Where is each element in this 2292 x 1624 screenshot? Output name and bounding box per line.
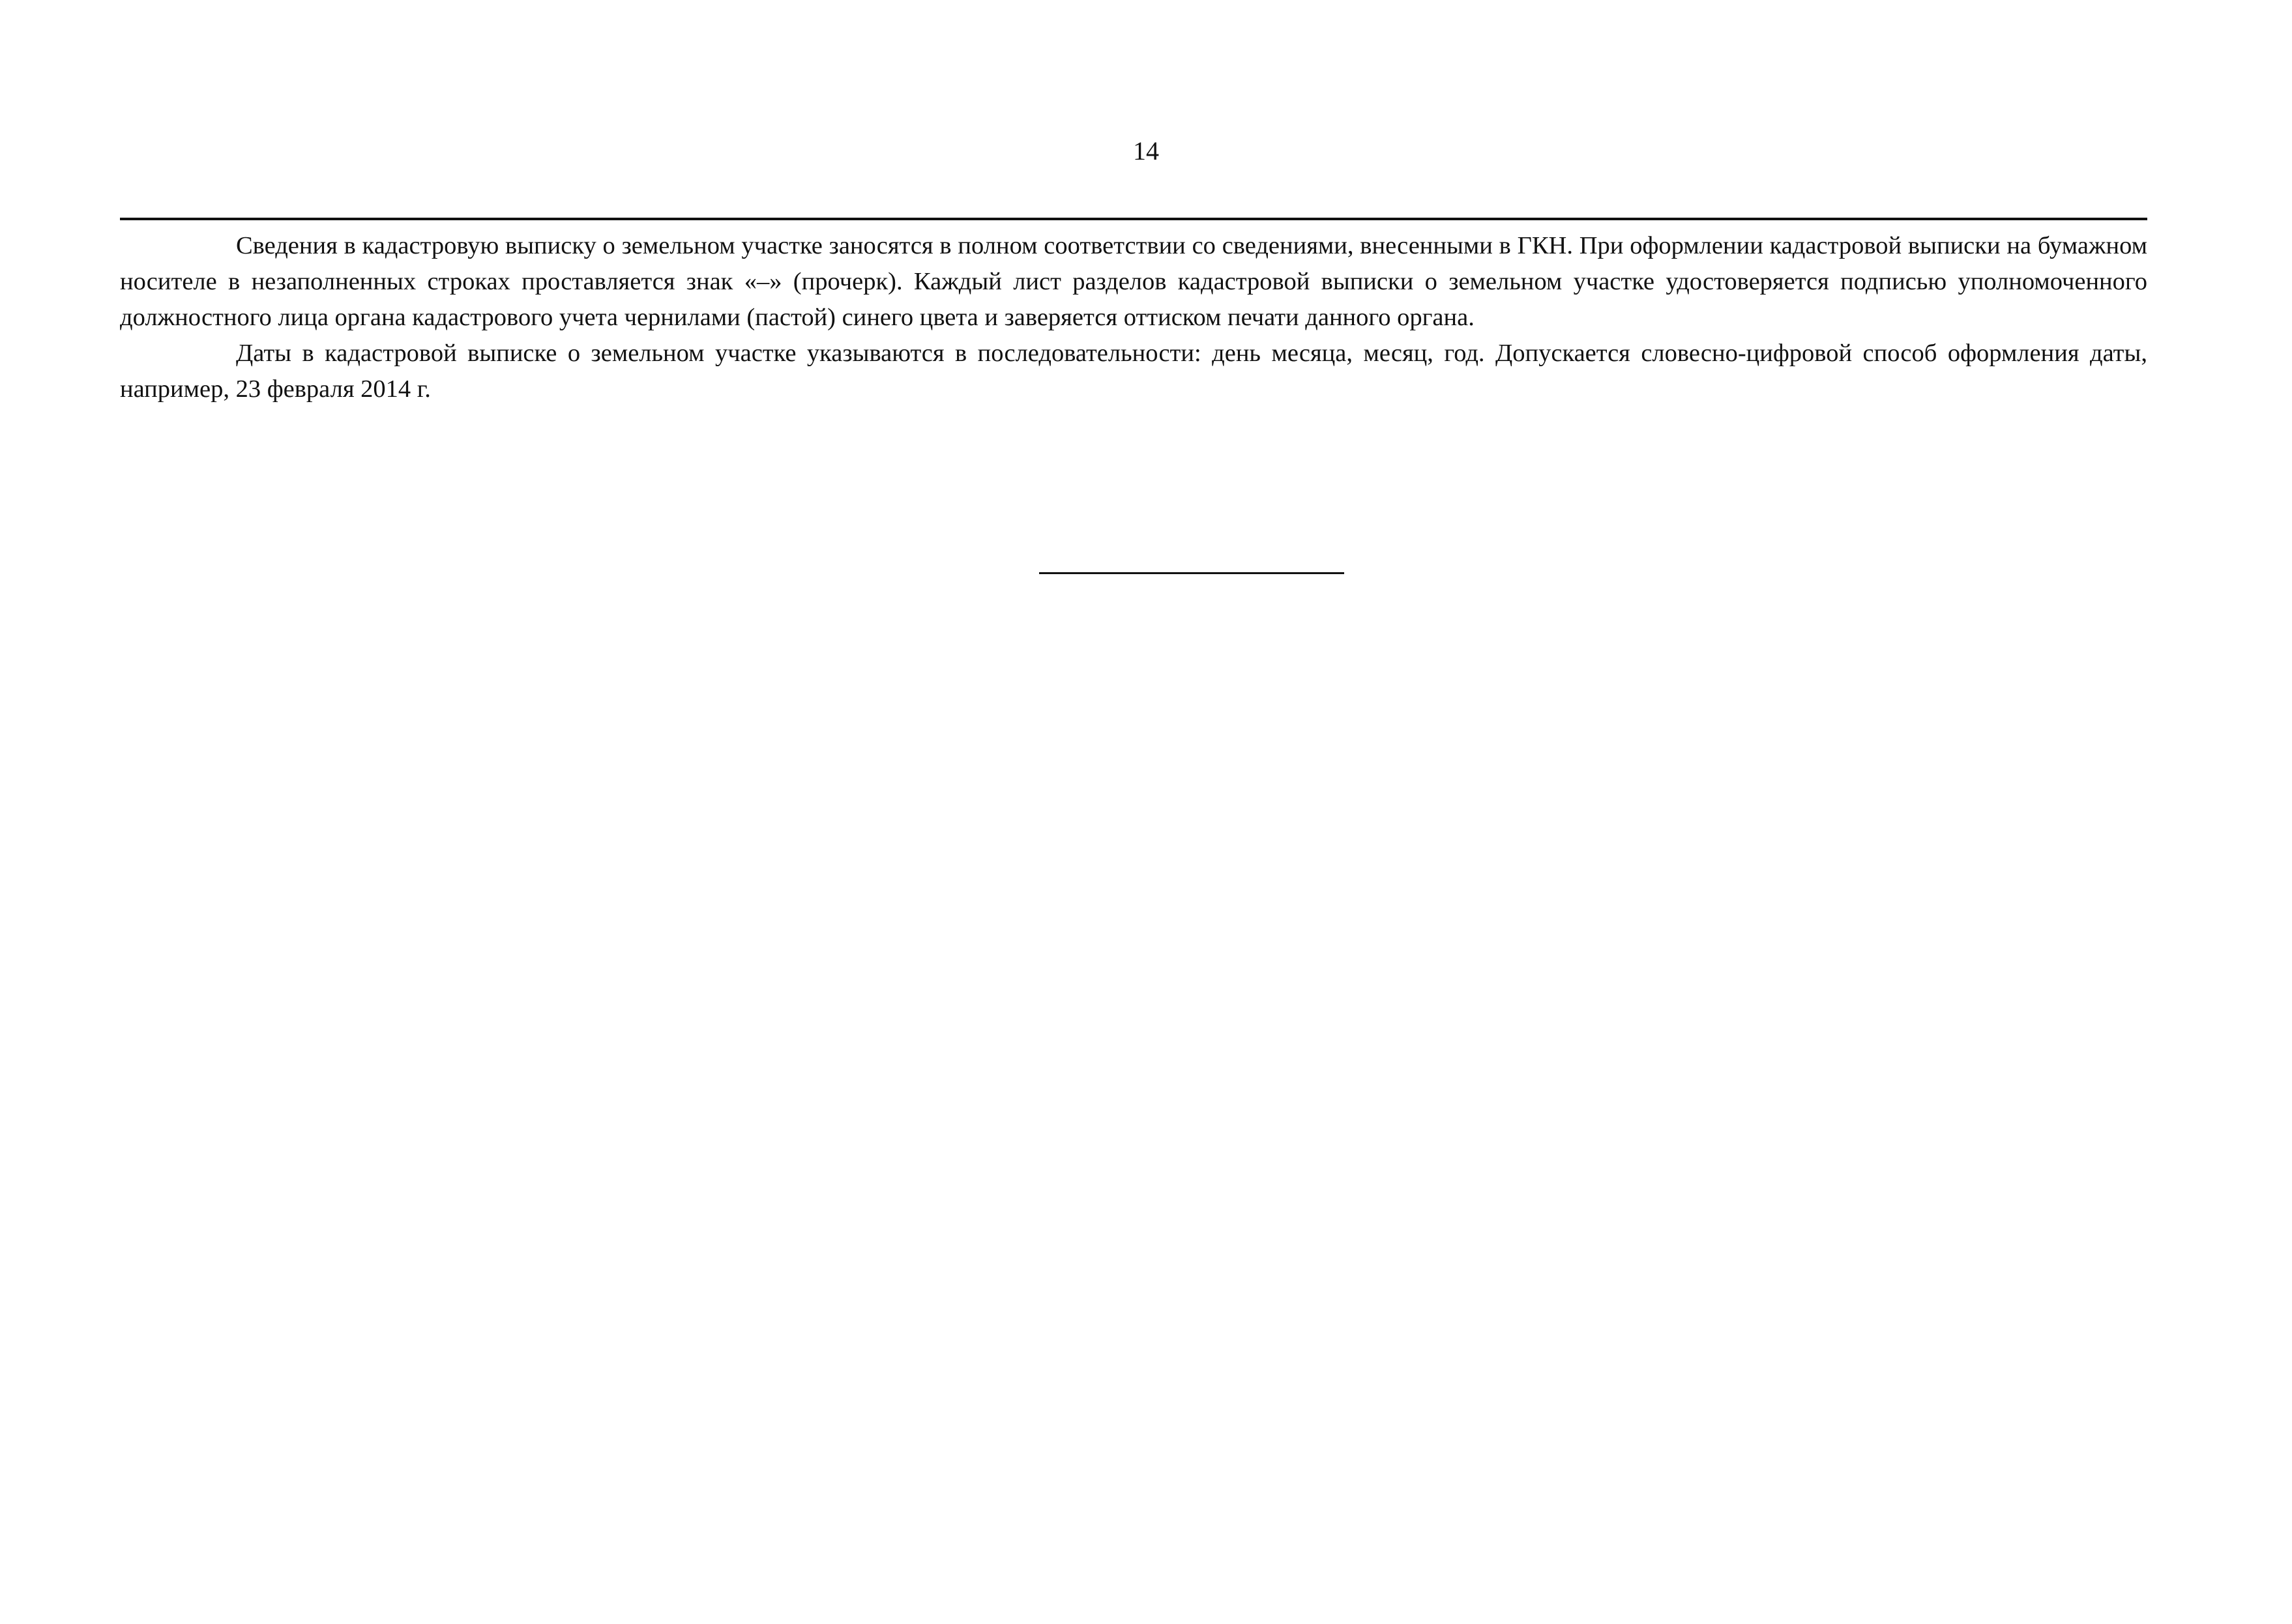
paragraph: Сведения в кадастровую выписку о земельном участке заносятся в полном соответствии со сведениями, внесенными в ГКН. При оформлении кадастровой выписки на бумажном носителе в незаполненных строках проставляется знак «–» (прочерк). Каждый лист разделов кадастровой выписки о земельном участке удостоверяется подписью уполномоченного должностного лица органа кадастрового учета чернилами (пастой) синего цвета и заверяется оттиском печати данного органа.: [120, 232, 2147, 331]
header-divider: [120, 218, 2147, 220]
paragraph: Даты в кадастровой выписке о земельном участке указываются в последовательности: день месяца, месяц, год. Допускается словесно-цифровой способ оформления даты, например, 23 февраля 2014 г.: [120, 340, 2147, 403]
page-number: 14: [1133, 136, 1159, 166]
end-divider: [1039, 572, 1344, 574]
body-text: [120, 228, 2147, 407]
